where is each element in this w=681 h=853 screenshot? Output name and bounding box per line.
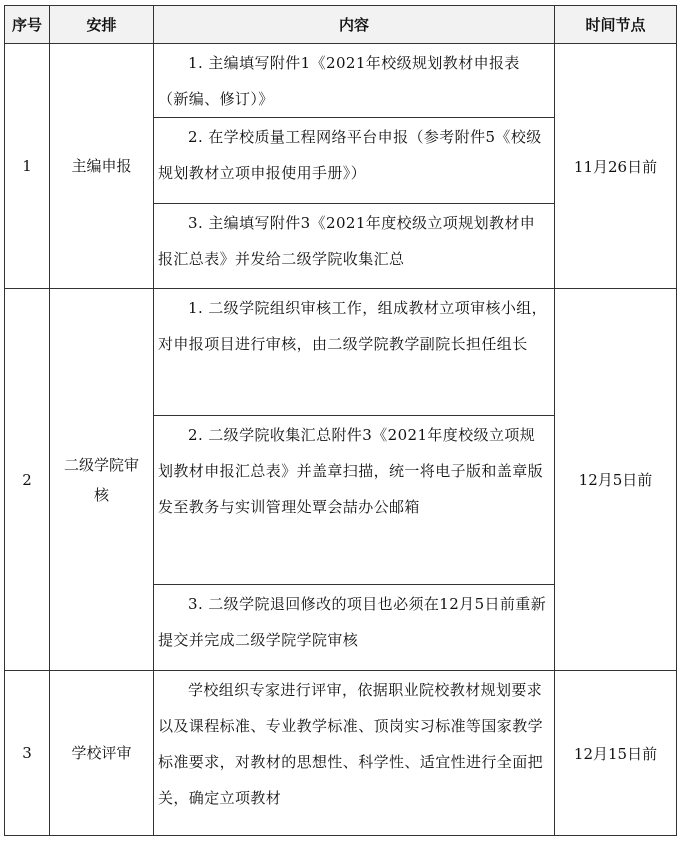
table-row	[5, 671, 677, 836]
table-row	[5, 289, 677, 416]
arrangement-label: 主编申报	[71, 157, 132, 175]
header-arrangement: 安排	[50, 6, 154, 44]
content-item: 1. 主编填写附件1《2021年校级规划教材申报表（新编、修订）》	[154, 44, 555, 118]
arrangement-label: 学校评审	[71, 744, 132, 762]
header-time: 时间节点	[555, 6, 677, 44]
header-row	[5, 6, 677, 44]
row-time: 11月26日前	[555, 44, 677, 289]
content-item: 1. 二级学院组织审核工作，组成教材立项审核小组，对申报项目进行审核，由二级学院教学副院长担任组长	[154, 289, 555, 416]
content-item: 学校组织专家进行评审，依据职业院校教材规划要求以及课程标准、专业教学标准、顶岗实习标准等国家教学标准要求，对教材的思想性、科学性、适宜性进行全面把关，确定立项教材	[154, 671, 555, 836]
row-num: 2	[5, 289, 50, 671]
schedule-table	[4, 5, 677, 836]
content-item: 3. 主编填写附件3《2021年度校级立项规划教材申报汇总表》并发给二级学院收集汇总	[154, 204, 555, 289]
row-num: 3	[5, 671, 50, 836]
row-time: 12月15日前	[555, 671, 677, 836]
content-item: 2. 二级学院收集汇总附件3《2021年度校级立项规划教材申报汇总表》并盖章扫描，统一将电子版和盖章版发至教务与实训管理处覃会喆办公邮箱	[154, 416, 555, 585]
arrangement-label: 二级学院审核	[63, 455, 139, 504]
table-row	[5, 44, 677, 118]
header-content: 内容	[154, 6, 555, 44]
row-time: 12月5日前	[555, 289, 677, 671]
row-num: 1	[5, 44, 50, 289]
content-item: 3. 二级学院退回修改的项目也必须在12月5日前重新提交并完成二级学院学院审核	[154, 585, 555, 671]
row-arrangement	[50, 671, 154, 836]
row-arrangement	[50, 44, 154, 289]
content-item: 2. 在学校质量工程网络平台申报（参考附件5《校级规划教材立项申报使用手册》）	[154, 118, 555, 204]
header-num: 序号	[5, 6, 50, 44]
row-arrangement	[50, 289, 154, 671]
